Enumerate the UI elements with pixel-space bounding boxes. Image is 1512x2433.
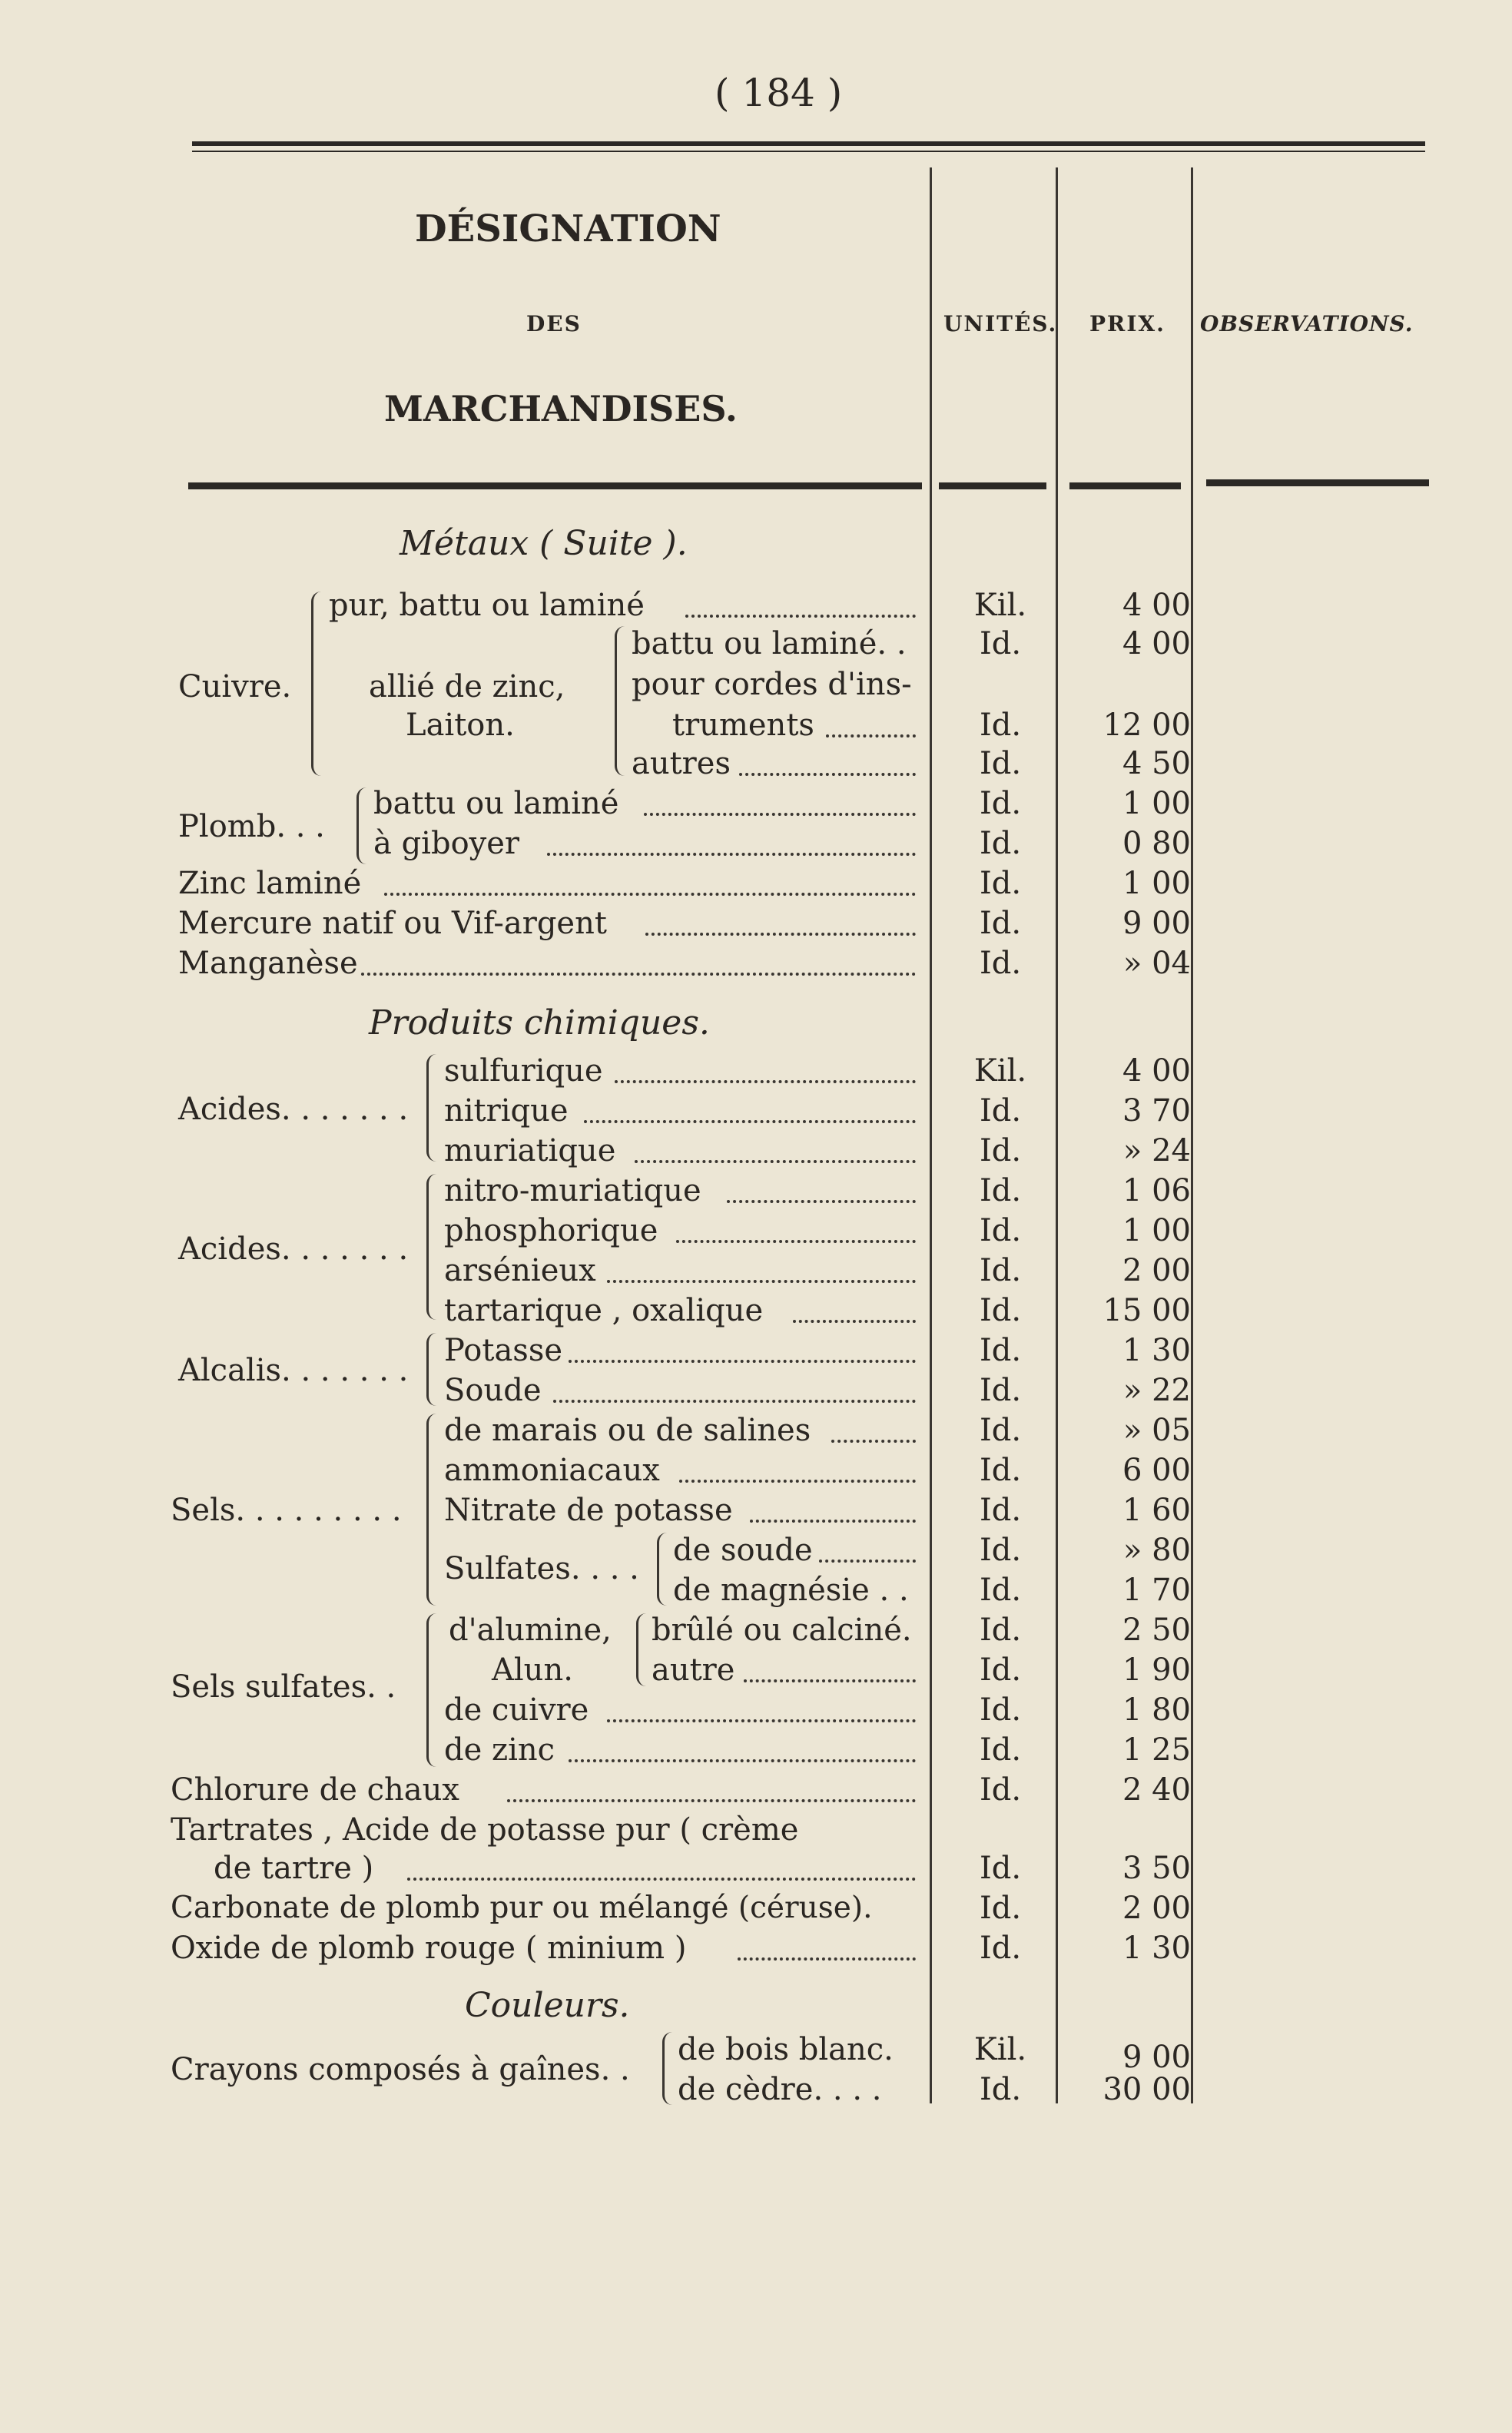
row-price: 1 30	[1122, 1333, 1191, 1368]
row-price: 4 00	[1122, 588, 1191, 623]
leader-dots	[361, 973, 916, 976]
row-price: 1 60	[1122, 1493, 1191, 1528]
label-alun: Alun.	[492, 1652, 573, 1688]
row-unit: Id.	[979, 1613, 1022, 1648]
brace-crayons	[662, 2032, 672, 2105]
label-alcalis: Alcalis. . . . . . .	[178, 1353, 409, 1388]
row-unit: Id.	[979, 626, 1022, 661]
row-price: » 24	[1122, 1133, 1191, 1168]
leader-dots	[635, 1160, 916, 1163]
row-text: de magnésie . .	[673, 1573, 909, 1608]
label-laiton: Laiton.	[406, 708, 515, 743]
row-text: Carbonate de plomb pur ou mélangé (céruse).	[171, 1891, 873, 1925]
row-unit: Id.	[979, 1413, 1022, 1448]
row-text: Mercure natif ou Vif-argent	[178, 906, 607, 941]
row-price: 4 00	[1122, 626, 1191, 661]
row-text: muriatique	[444, 1133, 616, 1168]
row-text: de soude	[673, 1533, 813, 1568]
row-text: Tartrates , Acide de potasse pur ( crème	[171, 1812, 799, 1848]
brace-sulfates	[657, 1533, 667, 1606]
row-text: autre	[652, 1652, 735, 1688]
row-unit: Id.	[979, 1851, 1022, 1886]
row-unit: Kil.	[973, 588, 1027, 623]
leader-dots	[607, 1719, 916, 1722]
section-metaux: Métaux ( Suite ).	[400, 524, 688, 563]
row-price: 30 00	[1102, 2072, 1191, 2107]
row-unit: Id.	[979, 1293, 1022, 1328]
brace-alun	[636, 1613, 646, 1686]
row-text: nitrique	[444, 1093, 569, 1129]
row-price: 2 50	[1122, 1613, 1191, 1648]
leader-dots	[727, 1200, 916, 1203]
column-divider-units	[930, 167, 932, 2103]
leader-dots	[831, 1440, 916, 1443]
row-price: 2 00	[1122, 1253, 1191, 1288]
row-unit: Id.	[979, 2072, 1022, 2107]
leader-dots	[569, 1759, 916, 1762]
row-price: 3 70	[1122, 1093, 1191, 1129]
leader-dots	[676, 1240, 916, 1243]
row-text: pur, battu ou laminé	[329, 588, 645, 623]
brace-plomb	[356, 787, 366, 864]
column-divider-observations	[1191, 167, 1193, 2103]
leader-dots	[645, 933, 916, 936]
leader-dots	[739, 773, 916, 776]
brace-sels	[426, 1414, 436, 1606]
row-price: 1 80	[1122, 1692, 1191, 1728]
leader-dots	[679, 1480, 916, 1483]
brace-acides-2	[426, 1174, 436, 1320]
row-text: de zinc	[444, 1732, 555, 1768]
header-unites: UNITÉS.	[943, 311, 1058, 336]
row-text: de marais ou de salines	[444, 1413, 811, 1448]
row-unit: Id.	[979, 1493, 1022, 1528]
row-price: 1 00	[1122, 786, 1191, 821]
header-rule-observations	[1206, 479, 1429, 486]
row-price: 4 50	[1122, 746, 1191, 781]
row-unit: Id.	[979, 866, 1022, 901]
row-unit: Id.	[979, 946, 1022, 981]
brace-sels-sulfates	[426, 1613, 436, 1767]
row-unit: Id.	[979, 1173, 1022, 1208]
row-price: 9 00	[1122, 2040, 1191, 2075]
row-unit: Id.	[979, 1133, 1022, 1168]
row-unit: Kil.	[973, 2032, 1027, 2067]
row-text: phosphorique	[444, 1213, 658, 1248]
brace-cuivre	[311, 592, 321, 776]
section-couleurs: Couleurs.	[465, 1986, 630, 2025]
section-produits-chimiques: Produits chimiques.	[369, 1003, 710, 1042]
row-price: 1 25	[1122, 1732, 1191, 1768]
row-text: Oxide de plomb rouge ( minium )	[171, 1931, 687, 1966]
row-price: 12 00	[1102, 708, 1191, 743]
leader-dots	[384, 893, 916, 896]
row-price: » 05	[1122, 1413, 1191, 1448]
header-rule-price	[1069, 482, 1181, 489]
leader-dots	[819, 1560, 916, 1563]
row-text: de cèdre. . . .	[678, 2072, 882, 2107]
row-unit: Id.	[979, 1093, 1022, 1129]
row-unit: Id.	[979, 1931, 1022, 1966]
leader-dots	[547, 853, 916, 856]
row-text: pour cordes d'ins-	[632, 667, 912, 702]
row-unit: Id.	[979, 1333, 1022, 1368]
row-price: 1 00	[1122, 866, 1191, 901]
row-unit: Id.	[979, 1453, 1022, 1488]
row-unit: Id.	[979, 786, 1022, 821]
row-price: 0 80	[1122, 826, 1191, 861]
top-rule-thin	[192, 151, 1425, 152]
header-designation: DÉSIGNATION	[415, 207, 721, 250]
row-unit: Id.	[979, 1213, 1022, 1248]
row-text: tartarique , oxalique	[444, 1293, 764, 1328]
row-text: truments	[672, 708, 814, 743]
leader-dots	[793, 1320, 916, 1323]
row-text: battu ou laminé	[373, 786, 619, 821]
leader-dots	[507, 1799, 916, 1802]
brace-acides-1	[426, 1054, 436, 1162]
row-text: autres	[632, 746, 731, 781]
row-text: arsénieux	[444, 1253, 596, 1288]
row-price: 1 70	[1122, 1573, 1191, 1608]
header-des: DES	[526, 311, 582, 336]
label-plomb: Plomb. . .	[178, 809, 325, 844]
header-observations: OBSERVATIONS.	[1200, 311, 1414, 336]
row-text: à giboyer	[373, 826, 520, 861]
row-text: Potasse	[444, 1333, 563, 1368]
brace-alcalis	[426, 1333, 436, 1406]
label-acides: Acides. . . . . . .	[178, 1231, 409, 1267]
label-crayons: Crayons composés à gaînes. .	[171, 2052, 630, 2087]
row-price: » 22	[1122, 1373, 1191, 1408]
row-unit: Id.	[979, 1253, 1022, 1288]
row-text: Zinc laminé	[178, 866, 362, 901]
row-price: 1 30	[1122, 1931, 1191, 1966]
row-price: 1 90	[1122, 1652, 1191, 1688]
row-text: de tartre )	[214, 1851, 374, 1886]
row-price: 2 00	[1122, 1891, 1191, 1926]
row-price: 1 06	[1122, 1173, 1191, 1208]
row-unit: Kil.	[973, 1053, 1027, 1089]
row-text: Soude	[444, 1373, 542, 1408]
label-alumine: d'alumine,	[449, 1613, 612, 1648]
row-unit: Id.	[979, 1891, 1022, 1926]
row-text: battu ou laminé. .	[632, 626, 907, 661]
row-price: 6 00	[1122, 1453, 1191, 1488]
label-sels: Sels. . . . . . . . .	[171, 1493, 402, 1528]
row-unit: Id.	[979, 708, 1022, 743]
page-number: ( 184 )	[715, 71, 843, 115]
row-price: » 04	[1122, 946, 1191, 981]
row-unit: Id.	[979, 826, 1022, 861]
leader-dots	[584, 1120, 916, 1123]
leader-dots	[644, 813, 916, 816]
leader-dots	[744, 1679, 916, 1682]
row-price: 15 00	[1102, 1293, 1191, 1328]
header-rule-designation	[188, 482, 922, 489]
row-price: 2 40	[1122, 1772, 1191, 1808]
leader-dots	[615, 1080, 916, 1083]
row-unit: Id.	[979, 1533, 1022, 1568]
row-price: 1 00	[1122, 1213, 1191, 1248]
leader-dots	[607, 1280, 916, 1283]
row-text: de cuivre	[444, 1692, 589, 1728]
row-price: 3 50	[1122, 1851, 1191, 1886]
row-text: Chlorure de chaux	[171, 1772, 459, 1808]
row-text: brûlé ou calciné.	[652, 1613, 912, 1648]
row-unit: Id.	[979, 746, 1022, 781]
row-price: 9 00	[1122, 906, 1191, 941]
label-acides: Acides. . . . . . .	[178, 1092, 409, 1127]
label-cuivre: Cuivre.	[178, 669, 292, 704]
row-price: 4 00	[1122, 1053, 1191, 1089]
row-unit: Id.	[979, 1772, 1022, 1808]
label-allie-zinc: allié de zinc,	[369, 669, 565, 704]
row-text: Manganèse	[178, 946, 358, 981]
header-marchandises: MARCHANDISES.	[384, 388, 738, 429]
row-text: nitro-muriatique	[444, 1173, 701, 1208]
row-text: sulfurique	[444, 1053, 603, 1089]
leader-dots	[738, 1957, 916, 1961]
row-unit: Id.	[979, 1373, 1022, 1408]
row-text: ammoniacaux	[444, 1453, 660, 1488]
row-unit: Id.	[979, 906, 1022, 941]
row-unit: Id.	[979, 1652, 1022, 1688]
row-unit: Id.	[979, 1732, 1022, 1768]
row-text: Nitrate de potasse	[444, 1493, 733, 1528]
header-prix: PRIX.	[1089, 311, 1166, 336]
label-sulfates: Sulfates. . . .	[444, 1551, 639, 1586]
row-text: de bois blanc.	[678, 2032, 894, 2067]
leader-dots	[553, 1400, 916, 1403]
row-unit: Id.	[979, 1692, 1022, 1728]
header-rule-units	[939, 482, 1046, 489]
leader-dots	[569, 1360, 916, 1363]
leader-dots	[685, 615, 916, 618]
leader-dots	[826, 734, 916, 738]
top-rule	[192, 141, 1425, 146]
brace-laiton	[615, 626, 625, 776]
label-sels-sulfates: Sels sulfates. .	[171, 1669, 396, 1705]
leader-dots	[750, 1520, 916, 1523]
row-unit: Id.	[979, 1573, 1022, 1608]
leader-dots	[407, 1878, 916, 1881]
row-price: » 80	[1122, 1533, 1191, 1568]
